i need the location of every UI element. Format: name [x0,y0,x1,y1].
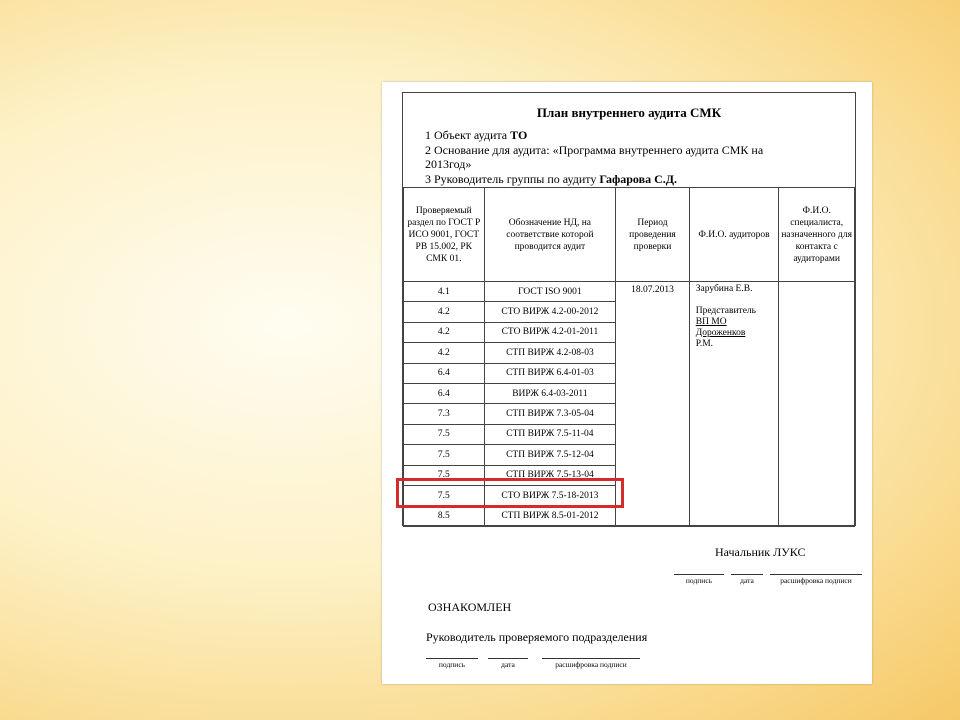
section-cell: 7.5 [404,424,485,444]
nd-cell: СТП ВИРЖ 8.5-01-2012 [484,506,616,526]
unit-head-label: Руководитель проверяемого подразделения [426,630,648,644]
section-cell: 4.2 [404,302,485,322]
column-header-nd: Обозначение НД, на соответствие которой проводится аудит [484,188,616,282]
audit-lead-line [425,172,677,186]
document-page [382,82,872,684]
section-cell: 8.5 [404,506,485,526]
nd-cell: ВИРЖ 6.4-03-2011 [484,383,616,403]
plan-title: План внутреннего аудита СМК [536,105,722,120]
nd-cell: СТП ВИРЖ 7.5-12-04 [484,445,616,465]
nd-cell: СТО ВИРЖ 7.5-18-2013 [484,485,616,505]
section-cell: 6.4 [404,363,485,383]
column-header-auditors: Ф.И.О. аудиторов [689,188,779,282]
section-cell: 7.5 [404,485,485,505]
section-cell: 6.4 [404,383,485,403]
section-cell: 4.2 [404,343,485,363]
chief-date-line: дата [731,574,763,585]
section-cell: 7.5 [404,445,485,465]
audit-lead-label: 3 Руководитель группы по аудиту [425,172,600,186]
audit-plan-frame [402,92,856,526]
highlight-box [396,478,624,508]
chief-decode-line: расшифровка подписи [770,574,862,585]
audit-object-line [425,128,527,142]
auditor-rep-name: Дороженков [695,328,746,338]
plan-header [403,93,855,188]
nd-cell: СТП ВИРЖ 6.4-01-03 [484,363,616,383]
nd-cell: СТО ВИРЖ 4.2-00-2012 [484,302,616,322]
unit-date-line: дата [488,658,528,669]
section-cell: 7.5 [404,465,485,485]
section-cell: 4.2 [404,322,485,342]
contact-cell [779,282,855,527]
nd-cell: СТП ВИРЖ 4.2-08-03 [484,343,616,363]
nd-cell: СТП ВИРЖ 7.5-13-04 [484,465,616,485]
audit-lead-value: Гафарова С.Д. [599,172,678,186]
column-header-contact: Ф.И.О. специалиста, назначенного для контакта с аудиторами [779,188,855,282]
audit-object-value: ТО [510,128,528,142]
table-header-row [404,188,855,282]
audit-basis-line-2: 2013год» [425,157,472,171]
acquainted-label: ОЗНАКОМЛЕН [428,600,512,614]
nd-cell: ГОСТ ISO 9001 [484,282,616,302]
auditor-rep-label: Представитель [695,306,756,316]
nd-cell: СТП ВИРЖ 7.5-11-04 [484,424,616,444]
unit-decode-line: расшифровка подписи [542,658,640,669]
chief-signature-line: подпись [674,574,724,585]
period-cell: 18.07.2013 [616,282,690,527]
nd-cell: СТО ВИРЖ 4.2-01-2011 [484,322,616,342]
section-cell: 7.3 [404,404,485,424]
section-cell: 4.1 [404,282,485,302]
column-header-period: Период проведения проверки [616,188,690,282]
auditor-rep-org: ВП МО [695,317,727,327]
chief-title: Начальник ЛУКС [715,545,806,559]
auditor-rep-initials: Р.М. [695,339,714,349]
unit-signature-line: подпись [426,658,478,669]
nd-cell: СТП ВИРЖ 7.3-05-04 [484,404,616,424]
auditors-cell [689,282,779,527]
table-row [404,282,855,302]
auditor-name: Зарубина Е.В. [695,284,753,294]
audit-object-label: 1 Объект аудита [425,128,511,142]
audit-table [403,187,855,527]
audit-basis-line: 2 Основание для аудита: «Программа внутреннего аудита СМК на [425,143,764,157]
column-header-section: Проверяемый раздел по ГОСТ Р ИСО 9001, ГОСТ РВ 15.002, РК СМК 01. [404,188,485,282]
